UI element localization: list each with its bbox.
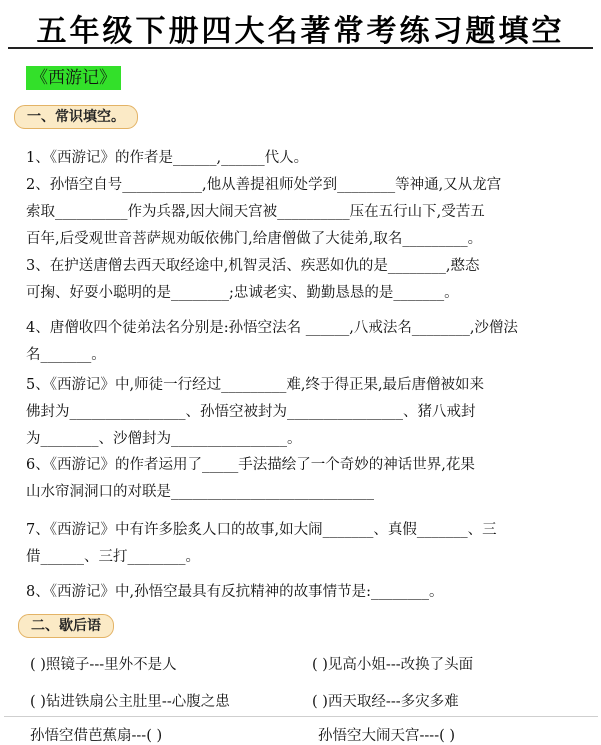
question-2-line-1: 2、孙悟空自号___________,他从善提祖师处学到________等神通,又从龙宫 [26,177,502,193]
question-5-line-2: 佛封为________________、孙悟空被封为________________、猪八戒封 [26,404,476,420]
xiehouyu-6: 孙悟空大闹天宫----( ) [318,728,456,744]
question-8: 8、《西游记》中,孙悟空最具有反抗精神的故事情节是:________。 [26,584,444,600]
question-1: 1、《西游记》的作者是______,______代人。 [26,150,309,166]
xiehouyu-4: ( )西天取经---多灾多难 [312,694,459,710]
question-3-line-1: 3、在护送唐僧去西天取经途中,机智灵活、疾恶如仇的是________,憨态 [26,258,480,274]
question-4-line-1: 4、唐僧收四个徒弟法名分别是:孙悟空法名 ______,八戒法名________,沙僧法 [26,320,518,336]
row-divider [4,716,598,717]
page-title: 五年级下册四大名著常考练习题填空 [36,14,565,49]
question-2-line-2: 索取__________作为兵器,因大闹天宫被__________压在五行山下,受苦五 [26,204,485,220]
xiehouyu-2: ( )见高小姐---改换了头面 [312,657,474,673]
question-7-line-2: 借______、三打________。 [26,549,200,565]
question-6-line-2: 山水帘洞洞口的对联是____________________________ [26,484,374,500]
section-heading-common-knowledge: 一、常识填空。 [14,105,138,129]
xiehouyu-5: 孙悟空借芭蕉扇---( ) [30,728,163,744]
xiehouyu-3: ( )钻进铁扇公主肚里--心腹之患 [30,694,230,710]
subject-heading: 《西游记》 [26,66,121,90]
question-5-line-3: 为________、沙僧封为________________。 [26,431,302,447]
xiehouyu-1: ( )照镜子---里外不是人 [30,657,177,673]
question-4-line-2: 名_______。 [26,347,106,363]
question-7-line-1: 7、《西游记》中有许多脍炙人口的故事,如大闹_______、真假_______、三 [26,522,497,538]
question-3-line-2: 可掬、好耍小聪明的是________;忠诚老实、勤勤恳恳的是_______。 [26,285,459,301]
question-6-line-1: 6、《西游记》的作者运用了_____手法描绘了一个奇妙的神话世界,花果 [26,457,475,473]
section-heading-xiehouyu: 二、歇后语 [18,614,114,638]
question-5-line-1: 5、《西游记》中,师徒一行经过_________难,终于得正果,最后唐僧被如来 [26,377,485,393]
question-2-line-3: 百年,后受观世音菩萨规劝皈依佛门,给唐僧做了大徒弟,取名_________。 [26,231,483,247]
title-divider [8,47,593,49]
